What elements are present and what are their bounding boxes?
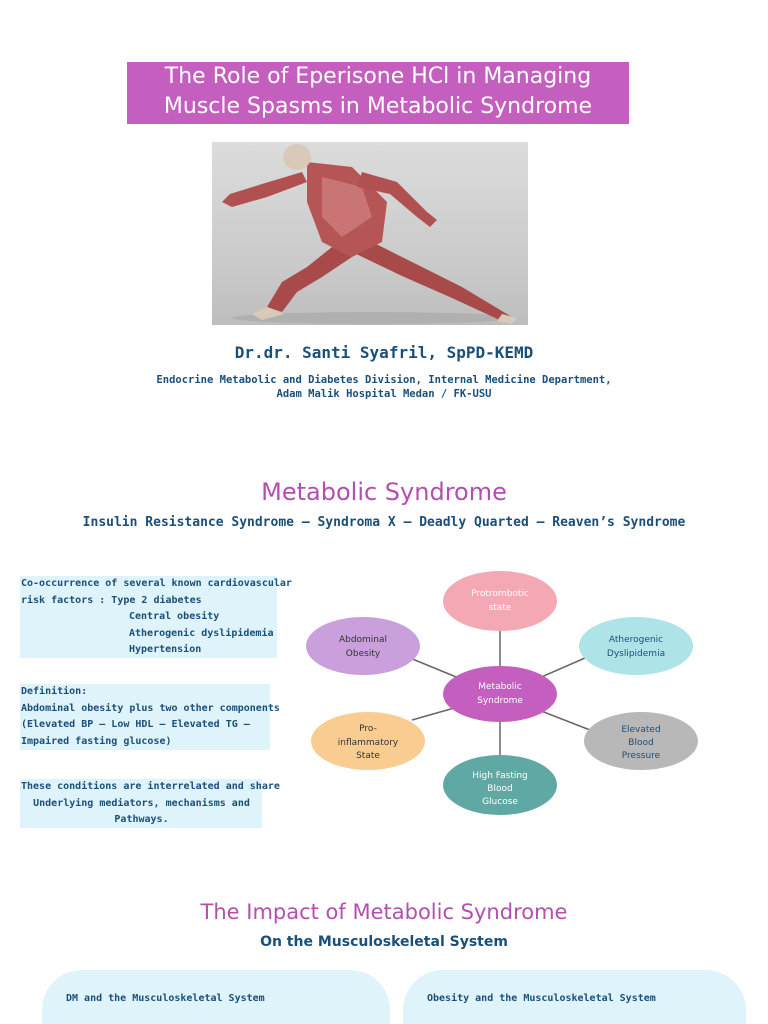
node-proinflammatory-line-2: inflammatory — [337, 738, 399, 748]
risk-line-2: risk factors : Type 2 diabetes — [21, 594, 202, 606]
node-abdominal-line-2: Obesity — [345, 649, 381, 659]
title-line-1: The Role of Eperisone HCl in Managing — [164, 64, 592, 89]
node-protrombotic-line-1: Protrombotic — [471, 589, 529, 599]
node-proinflammatory-line-3: State — [356, 751, 380, 761]
risk-line-1: Co-occurrence of several known cardiovascular — [21, 578, 292, 589]
definition-line-1: Definition: — [21, 686, 88, 697]
node-protrombotic — [443, 571, 557, 631]
node-elevated-blood-pressure — [584, 712, 698, 770]
node-elevated-bp-line-1: Elevated — [621, 725, 661, 735]
page-title — [127, 62, 629, 124]
author-affiliation — [0, 373, 768, 401]
node-atherogenic-shape — [579, 617, 693, 675]
node-protrombotic-shape — [443, 571, 557, 631]
node-abdominal-line-1: Abdominal — [338, 635, 388, 645]
node-center-line-2: Syndrome — [477, 696, 523, 706]
node-center-line-1: Metabolic — [478, 682, 522, 692]
cardiovascular-risk-box — [20, 576, 292, 658]
metabolic-section-title: Metabolic Syndrome — [261, 478, 507, 506]
node-elevated-bp-line-3: Pressure — [621, 751, 661, 761]
impact-section-title: The Impact of Metabolic Syndrome — [200, 900, 568, 924]
impact-section-subtitle: On the Musculoskeletal System — [260, 934, 508, 950]
interrelated-line-3: Pathways. — [114, 814, 169, 825]
node-atherogenic-dyslipidemia — [579, 617, 693, 675]
node-proinflammatory-state — [311, 712, 425, 770]
definition-line-4: Impaired fasting glucose) — [21, 735, 172, 747]
title-line-2: Muscle Spasms in Metabolic Syndrome — [163, 94, 593, 119]
risk-line-5: Hypertension — [129, 644, 202, 655]
node-glucose-line-2: Blood — [487, 784, 513, 794]
risk-line-3: Central obesity — [129, 611, 220, 622]
obesity-musculoskeletal-card — [403, 970, 746, 1024]
muscle-figure-drawing — [212, 142, 528, 325]
node-center-shape — [443, 666, 557, 722]
metabolic-syndrome-diagram — [300, 565, 710, 825]
risk-line-4: Atherogenic dyslipidemia — [129, 627, 274, 639]
interrelated-line-1: These conditions are interrelated and share — [21, 781, 280, 792]
anatomy-running-figure — [212, 142, 528, 325]
node-proinflammatory-line-1: Pro- — [359, 724, 377, 734]
dm-card-label: DM and the Musculoskeletal System — [66, 993, 265, 1004]
definition-line-3: (Elevated BP – Low HDL – Elevated TG – — [21, 719, 250, 730]
node-abdominal-shape — [306, 617, 420, 675]
node-elevated-bp-line-2: Blood — [628, 738, 654, 748]
node-atherogenic-line-2: Dyslipidemia — [606, 649, 666, 659]
node-atherogenic-line-1: Atherogenic — [608, 635, 664, 645]
obesity-card-label: Obesity and the Musculoskeletal System — [427, 993, 656, 1004]
definition-box — [20, 684, 280, 750]
metabolic-section-subtitle: Insulin Resistance Syndrome – Syndroma X – Deadly Quarted – Reaven’s Syndrome — [82, 515, 686, 530]
node-abdominal-obesity — [306, 617, 420, 675]
definition-line-2: Abdominal obesity plus two other components — [21, 702, 280, 714]
node-high-fasting-glucose — [443, 755, 557, 815]
affiliation-line-2: Adam Malik Hospital Medan / FK-USU — [276, 388, 492, 400]
node-metabolic-syndrome — [443, 666, 557, 722]
node-protrombotic-line-2: state — [488, 603, 512, 613]
affiliation-line-1: Endocrine Metabolic and Diabetes Division, Internal Medicine Department, — [156, 374, 612, 386]
author-name: Dr.dr. Santi Syafril, SpPD-KEMD — [234, 343, 534, 362]
interrelated-box — [20, 779, 280, 828]
interrelated-line-2: Underlying mediators, mechanisms and — [33, 797, 250, 809]
node-glucose-line-3: Glucose — [482, 797, 518, 807]
dm-musculoskeletal-card — [42, 970, 390, 1024]
node-glucose-line-1: High Fasting — [472, 771, 528, 781]
